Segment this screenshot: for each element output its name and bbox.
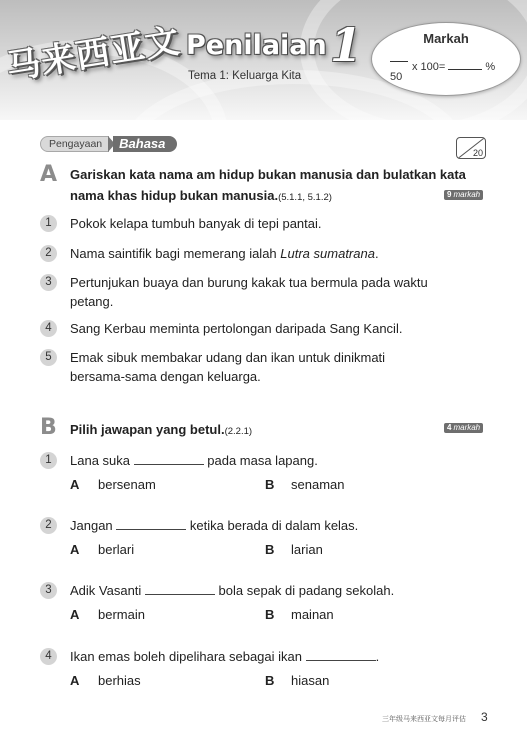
answer-blank[interactable]	[306, 648, 376, 661]
question-number: 4	[40, 648, 57, 665]
option-b-label: B	[265, 542, 275, 557]
sentence-line1: Pertunjukan buaya dan burung kakak tua bermula pada waktu	[70, 275, 428, 290]
total-marks-value: 20	[472, 148, 483, 158]
score-percent-sign: %	[485, 61, 496, 73]
option-b-text[interactable]: senaman	[291, 477, 345, 492]
score-fraction-line	[390, 61, 408, 62]
question-number: 2	[40, 517, 57, 534]
option-a-label: A	[70, 607, 80, 622]
subject-title: 马来西亚文	[3, 20, 183, 88]
sentence-item	[70, 244, 379, 263]
total-marks-box	[456, 137, 486, 159]
question-number: 2	[40, 245, 57, 262]
assessment-number: 1	[330, 18, 363, 72]
score-formula	[412, 60, 495, 73]
option-b-label: B	[265, 477, 275, 492]
option-a-label: A	[70, 673, 80, 688]
question-number: 5	[40, 349, 57, 366]
sentence-line2: petang.	[70, 294, 114, 309]
option-b-text[interactable]: larian	[291, 542, 323, 557]
sentence-line1: Emak sibuk membakar udang dan ikan untuk dinikmati	[70, 350, 386, 365]
section-a-instruction	[70, 164, 466, 208]
option-b-label: B	[265, 673, 275, 688]
section-a-marks-number: 9	[447, 190, 452, 199]
theme-label: Tema 1: Keluarga Kita	[188, 70, 302, 82]
section-a-code: (5.1.1, 5.1.2)	[278, 192, 332, 203]
answer-blank[interactable]	[134, 452, 204, 465]
option-b-label: B	[265, 607, 275, 622]
section-b-letter: B	[40, 415, 57, 440]
option-a-text[interactable]: berlari	[98, 542, 135, 557]
sentence-line2: bersama-sama dengan keluarga.	[70, 369, 261, 384]
question-number: 1	[40, 452, 57, 469]
question-text-after: .	[375, 649, 380, 664]
question-stem	[70, 647, 379, 666]
score-denominator: 50	[390, 71, 403, 83]
option-a-label: A	[70, 542, 80, 557]
option-b-text[interactable]: mainan	[291, 607, 334, 622]
score-percent-blank	[448, 60, 482, 70]
question-number: 3	[40, 582, 57, 599]
option-a-label: A	[70, 477, 80, 492]
answer-blank[interactable]	[116, 517, 186, 530]
question-number: 1	[40, 215, 57, 232]
sentence-item: Pokok kelapa tumbuh banyak di tepi pantai.	[70, 216, 322, 231]
question-text-before: Lana suka	[70, 453, 130, 468]
assessment-title: Penilaian	[186, 30, 327, 61]
section-a-marks-tag	[444, 190, 483, 200]
section-a-instruction-line1: Gariskan kata nama am hidup bukan manusia dan bulatkan kata	[70, 167, 466, 182]
option-a-text[interactable]: bersenam	[98, 477, 156, 492]
section-b-marks-tag	[444, 423, 483, 433]
question-number: 3	[40, 274, 57, 291]
section-banner	[40, 136, 177, 152]
score-box	[371, 22, 521, 96]
question-text-before: Jangan	[70, 518, 113, 533]
option-a-text[interactable]: bermain	[98, 607, 145, 622]
section-a-instruction-line2: nama khas hidup bukan manusia.	[70, 188, 279, 203]
question-text-before: Ikan emas boleh dipelihara sebagai ikan	[70, 649, 302, 664]
section-b-instruction	[70, 419, 252, 442]
answer-blank[interactable]	[145, 582, 215, 595]
score-label: Markah	[423, 31, 469, 46]
section-a-letter: A	[40, 162, 58, 187]
score-multiplier: x 100=	[412, 61, 446, 73]
option-a-text[interactable]: berhias	[98, 673, 141, 688]
section-b-marks-word: markah	[453, 423, 481, 432]
section-a-marks-word: markah	[453, 190, 481, 199]
sentence-text: Nama saintifik bagi memerang ialah	[70, 246, 281, 261]
banner-label-bahasa: Bahasa	[113, 136, 177, 152]
question-text-after: pada masa lapang.	[207, 453, 318, 468]
question-text-after: ketika berada di dalam kelas.	[189, 518, 359, 533]
question-stem	[70, 516, 358, 535]
section-b-marks-number: 4	[447, 423, 452, 432]
footer-book-title: 三年级马来西亚文每月评估	[382, 715, 466, 723]
option-b-text[interactable]: hiasan	[291, 673, 330, 688]
sentence-item	[70, 348, 385, 386]
page-header	[0, 0, 527, 120]
question-stem	[70, 451, 318, 470]
scientific-name: Lutra sumatrana	[280, 246, 375, 261]
question-text-before: Adik Vasanti	[70, 583, 142, 598]
section-b-instruction-text: Pilih jawapan yang betul.	[70, 422, 225, 437]
question-stem	[70, 581, 394, 600]
sentence-punctuation: .	[374, 246, 379, 261]
page-number: 3	[481, 710, 488, 724]
banner-label-pengayaan: Pengayaan	[40, 136, 109, 152]
question-text-after: bola sepak di padang sekolah.	[218, 583, 395, 598]
sentence-item	[70, 273, 428, 311]
question-number: 4	[40, 320, 57, 337]
section-b-code: (2.2.1)	[224, 426, 253, 437]
sentence-item: Sang Kerbau meminta pertolongan daripada Sang Kancil.	[70, 321, 403, 336]
